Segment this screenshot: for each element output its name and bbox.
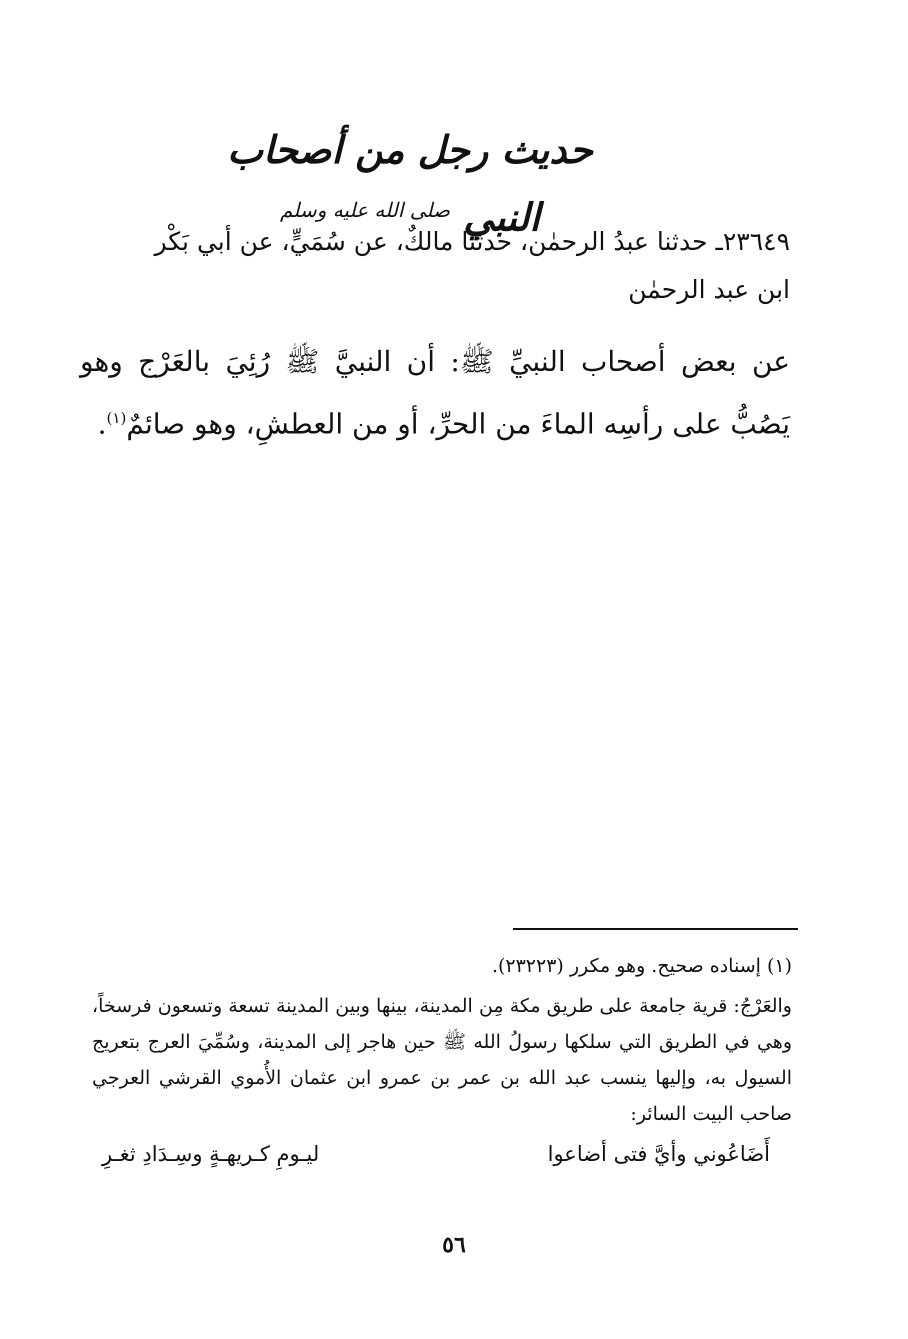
page-number: ٥٦: [442, 1232, 466, 1258]
verse-hemistich-2: ليـومِ كـريهـةٍ وسِـدَادِ ثغـرِ: [102, 1142, 320, 1166]
footnote-gloss: والعَرْجُ: قرية جامعة على طريق مكة مِن المدينة، بينها وبين المدينة تسعة وتسعون فرسخاً، وهي في الطريق التي سلكها رسولُ الله ﷺ حين هاجر إلى المدينة، وسُمِّيَ العرج بتعريج السيول به، وإليها ينسب عبد الله بن عمر بن عمرو ابن عثمان الأُموي القرشي العرجي صاحب البيت السائر:: [92, 995, 792, 1125]
poetry-verse: [92, 1136, 792, 1172]
chapter-title-honorific: صلى الله عليه وسلم: [280, 198, 450, 222]
footnote-reference[interactable]: (١): [106, 409, 127, 427]
footnote-divider: [513, 928, 798, 930]
matn-end: .: [97, 407, 107, 441]
hadith-isnad: [80, 218, 790, 314]
isnad-line-1: ٢٣٦٤٩ـ حدثنا عبدُ الرحمٰن، حدثنا مالكٌ، عن سُمَيٍّ، عن أبي بَكْر: [154, 227, 790, 256]
chapter-title-text: حديث رجل من أصحاب النبي: [227, 127, 593, 240]
hadith-block: [80, 218, 790, 452]
hadith-matn: [80, 334, 790, 452]
verse-hemistich-1: أَضَاعُوني وأيَّ فتى أضاعوا: [547, 1142, 770, 1166]
footnote-1: (١) إسناده صحيح. وهو مكرر (٢٣٢٢٣).: [491, 955, 792, 977]
isnad-line-2: ابن عبد الرحمٰن: [628, 275, 790, 304]
footnotes: [92, 948, 792, 1172]
matn-text: عن بعض أصحاب النبيِّ ﷺ: أن النبيَّ ﷺ رُئِيَ بالعَرْج وهو يَصُبُّ على رأسِه الماءَ من الحرِّ، أو من العطشِ، وهو صائمٌ: [80, 345, 790, 441]
